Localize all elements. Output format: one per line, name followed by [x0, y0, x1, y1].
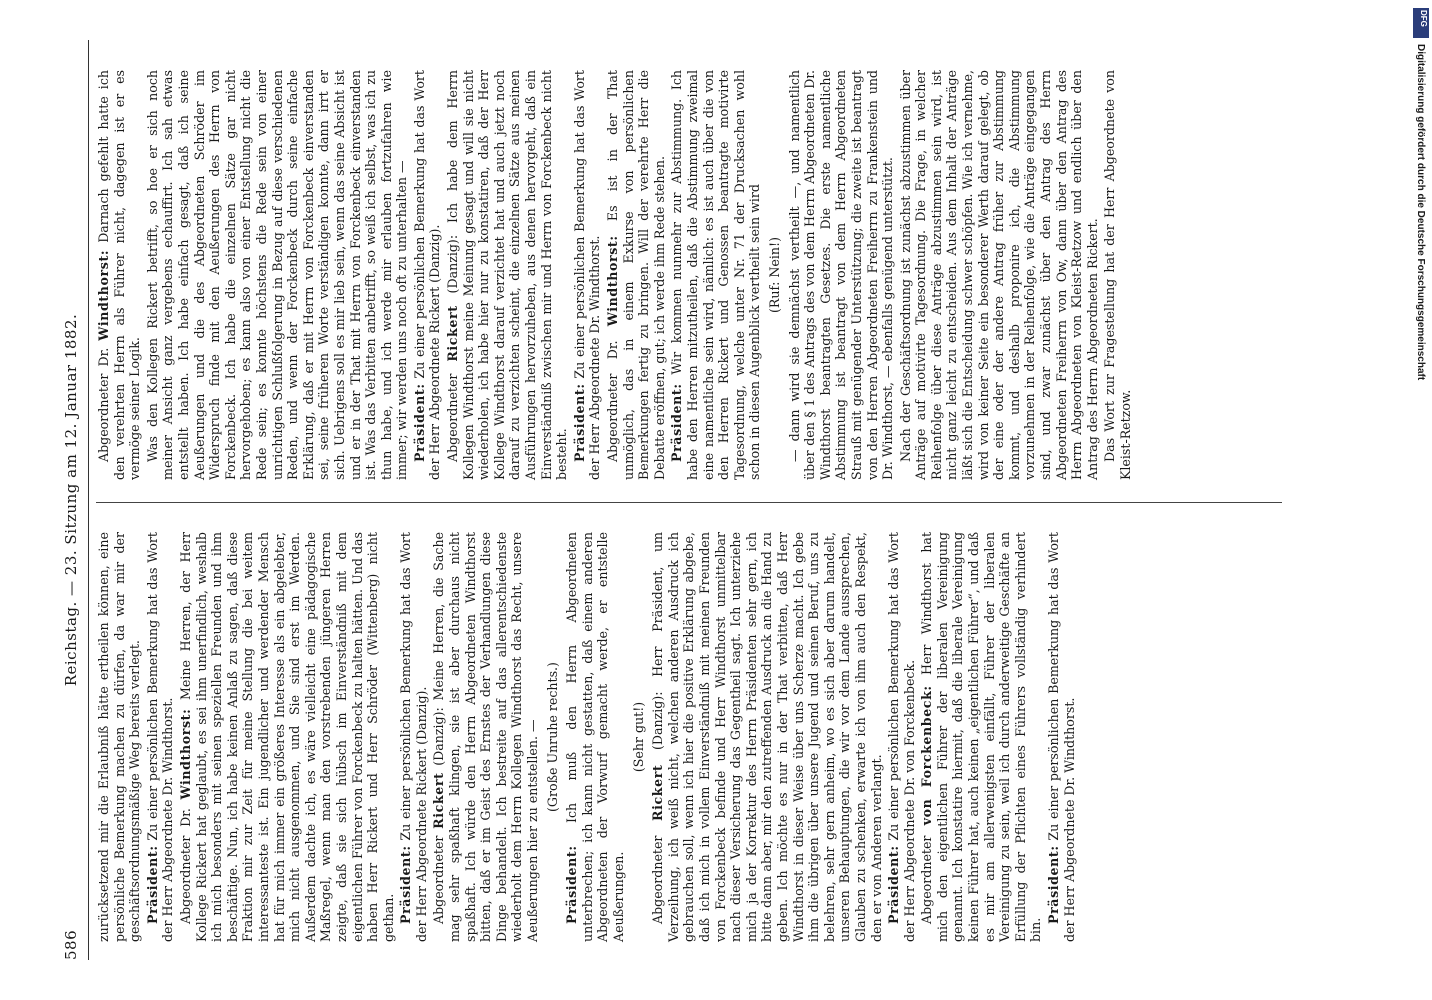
paragraph-text: Zu einer persönlichen Bemerkung hat das Wort der Herr Abgeordnete Rickert (Danzig).: [411, 70, 443, 480]
paragraph-text: Darnach gefehlt hatte ich den verehrten Herrn als Führer nicht, dagegen ist er es vermöge seiner Logik.: [96, 70, 143, 480]
paragraph: [767, 70, 783, 480]
paragraph-text: Ich muß den Herrn Abgeordneten unterbrechen; ich kann nicht gestatten, daß einem anderen Abgeordneten der Vorwurf gemacht werde, er entstelle Aeußerungen.: [564, 532, 626, 942]
paragraph: [605, 70, 667, 480]
paragraph-text: (Danzig): Meine Herren, die Sache mag sehr spaßhaft klingen, sie ist aber durchaus nicht spaßhaft. Ich würde den Herrn Abgeordneten Windthorst bitten, daß er im Geist des Ernstes der Verhandlungen diese Dinge behandelt. Ich bestreite auf das allerentschiedenste wiederholt dem Herrn Kollegen Windthorst das Recht, unsere Aeußerungen hier zu entstellen. —: [431, 531, 541, 942]
speaker-name: Rickert: [650, 764, 666, 821]
paragraph: [545, 532, 561, 942]
paragraph-text: Zu einer persönlichen Bemerkung hat das Wort der Herr Abgeordnete Rickert (Danzig).: [398, 532, 429, 942]
paragraph: [787, 70, 896, 480]
dfg-logo-text: DFG: [1419, 10, 1428, 27]
paragraph: [445, 70, 570, 480]
page-header: [62, 40, 82, 960]
speaker-label: Präsident:: [144, 845, 160, 924]
column-divider: [96, 502, 1282, 503]
paragraph: [1102, 70, 1133, 480]
paragraph-text: — dann wird sie demnächst vertheilt —, und namentlich über den § 1 des Antrags des von dem Herrn Abgeordneten Dr. Windthorst beantragten Gesetzes. Die erste namentliche Abstimmung ist beantragt von dem Herrn Abgeordneten Strauß mit genügender Unterstützung; die zweite ist beantragt von den Herren Abgeordneten Freiherrn zu Frankenstein und Dr. Windthorst, — ebenfalls genügend unterstützt.: [786, 70, 896, 480]
paragraph-text: Das Wort zur Fragestellung hat der Herr Abgeordnete von Kleist-Retzow.: [1102, 70, 1133, 480]
paragraph-text: Abgeordneter: [445, 361, 461, 462]
speaker-name: Windthorst:: [605, 235, 620, 327]
paragraph-text: Zu einer persönlichen Bemerkung hat das Wort der Herr Abgeordnete Dr. Windthorst.: [1046, 532, 1077, 942]
paragraph: [919, 532, 1044, 942]
text-column-left: [96, 532, 1079, 942]
paragraph: [650, 532, 884, 942]
paragraph-text: Abgeordneter Dr.: [177, 799, 193, 924]
paragraph-text: (Danzig): Herr Präsident, um Verzeihung, ich weiß nicht, welchen anderen Ausdruck ich gebrauchen soll, wenn ich hier die positive Erklärung abgebe, daß ich mich in vollem Einverständniß mit meinen Freunden von Forckenbeck befinde und Herr Windthorst unmittelbar nach dieser Versicherung das Gegentheil sagt. Ich unterziehe mich ja der Korrektur des Herrn Präsidenten sehr gern, ich bitte dann aber, mir den zutreffenden Ausdruck an die Hand zu geben. Ich möchte es nur in der That verbitten, daß Herr Windthorst in dieser Weise über uns Scherze macht. Ich gebe ihm die übrigen über unsere Jugend und seinen Beruf, uns zu belehren, sehr gern anheim, wo es sich aber darum handelt, unseren Behauptungen, die wir vor dem Lande aussprechen, Glauben zu schenken, erwarte ich von ihm auch den Respekt, den er von Anderen verlangt.: [650, 532, 884, 942]
credit-text: Digitalisierung gefördert durch die Deutsche Forschungsgemeinschaft: [1415, 44, 1426, 381]
running-title: Reichstag. — 23. Sitzung am 12. Januar 1882.: [62, 313, 80, 687]
paragraph: [898, 70, 1101, 480]
paragraph: [1046, 532, 1077, 942]
paragraph: [886, 532, 917, 942]
speaker-label: Präsident:: [886, 845, 902, 924]
speaker-name: Rickert: [445, 305, 461, 362]
speaker-name: Windthorst:: [177, 708, 193, 800]
paragraph-text: Abgeordneter: [650, 820, 666, 924]
text-column-right: [96, 70, 1136, 480]
interjection: (Große Unruhe rechts.): [544, 662, 560, 812]
paragraph: [564, 532, 626, 942]
paragraph-text: Abgeordneter: [919, 825, 935, 924]
paragraph-text: Abgeordneter Dr.: [96, 340, 111, 462]
speaker-label: Präsident:: [564, 845, 580, 924]
paragraph: [96, 70, 143, 480]
paragraph-text: Nach der Geschäftsordnung ist zunächst abzustimmen über Anträge auf motivirte Tagesordnung. Die Frage, in welcher Reihenfolge über diese Anträge abzustimmen sein wird, ist nicht ganz leicht zu entscheiden. Aus dem Inhalt der Anträge läßt sich die Entscheidung schwer schöpfen. Wie ich vernehme, wird von keiner Seite ein besonderer Werth darauf gelegt, ob der eine oder der andere Antrag früher zur Abstimmung kommt, und deshalb proponire ich, die Abstimmung vorzunehmen in der Reihenfolge, wie die Anträge eingegangen sind, und zwar zunächst über den Antrag des Herrn Abgeordneten Freiherrn von Ow, dann über den Antrag des Herrn Abgeordneten von Kleist-Retzow und endlich über den Antrag des Herrn Abgeordneten Rickert.: [897, 70, 1100, 480]
paragraph: [631, 532, 647, 942]
speaker-label: Präsident:: [669, 383, 685, 462]
paragraph: [412, 70, 443, 480]
paragraph-text: (Danzig): Ich habe dem Herrn Kollegen Windthorst meine Meinung gesagt und will sie nicht wiederholen, ich habe hier nur zu konstatiren, daß der Herr Kollege Windthorst darauf verzichtet hat und auch jetzt noch darauf zu verzichten scheint, die einzelnen Sätze aus meinen Ausführungen hervorzuheben, aus denen hervorgeht, daß ein Einverständniß zwischen mir und Herrn von Forckenbeck nicht besteht.: [445, 69, 570, 480]
dfg-credit: [1412, 8, 1430, 588]
paragraph: [178, 532, 396, 942]
speaker-name: Windthorst:: [96, 249, 111, 341]
paragraph-text: Abgeordneter: [431, 828, 447, 924]
paragraph: [669, 70, 763, 480]
speaker-name: von Forckenbeck:: [919, 685, 935, 826]
speaker-label: Präsident:: [398, 845, 414, 924]
page-number: 586: [62, 929, 80, 960]
speaker-label: Präsident:: [1046, 845, 1062, 924]
paragraph-text: Zu einer persönlichen Bemerkung hat das Wort der Herr Abgeordnete Dr. von Forckenbeck.: [886, 532, 917, 942]
paragraph: [572, 70, 603, 480]
interjection: (Ruf: Nein!): [766, 237, 782, 313]
paragraph-text: Meine Herren, der Herr Kollege Rickert hat geglaubt, es sei ihm unerfindlich, weshalb ich mich besonders mit seinen speziellen Freunden und ihm beschäftige. Nun, ich habe keinen Anlaß zu sagen, daß diese Fraktion mir zur Zeit für meine Stellung die bei weitem interessanteste ist. Ein jugendlicher und werdender Mensch hat für mich immer ein größeres Interesse als ein abgelebter, mich nicht ausgenommen, und Sie sind erst im Werden. Außerdem dachte ich, es wäre vielleicht eine pädagogische Maßregel, wenn man den vorstrebenden jüngeren Herren zeigte, daß sie sich hübsch im Einverständniß mit dem eigentlichen Führer von Forckenbeck zu halten hätten. Und das haben Herr Rickert und Herr Schröder (Wittenberg) nicht gethan.: [177, 532, 396, 942]
paragraph: [398, 532, 429, 942]
paragraph: [145, 70, 410, 480]
paragraph-text: Was den Kollegen Rickert betrifft, so hoe er sich noch meiner Ansicht ganz vergebens echauffirt. Ich sah etwas entstellt haben. Ich habe einfach gesagt, daß ich seine Aeußerungen und die des Abgeordneten Schröder im Widerspruch finde mit den Aeußerungen des Herrn von Forckenbeck. Ich habe die einzelnen Sätze gar nicht hervorgehoben; es kann also von einer Entstellung nicht die Rede sein; es konnte höchstens die Rede sein von einer unrichtigen Schlußfolgerung in Bezug auf diese verschiedenen Reden, und wenn der Forckenbeck durch seine einfache Erklärung, daß er mit Herrn von Forckenbeck einverstanden sei, seine früheren Worte verständigen konnte, dann irrt er sich. Uebrigens soll es mir lieb sein, wenn das seine Absicht ist und er in der That mit Herrn von Forckenbeck einverstanden ist. Was das Verbitten anbetrifft, so weiß ich selbst, was ich zu thun habe, und ich werde mir erlauben fortzufahren wie immer; wir werden uns noch oft zu unterhalten —: [144, 70, 410, 480]
speaker-label: Präsident:: [571, 383, 587, 462]
paragraph-text: Zu einer persönlichen Bemerkung hat das Wort der Herr Abgeordnete Dr. Windthorst.: [144, 532, 176, 942]
paragraph-text: Herr Windthorst hat mich den eigentlichen Führer der liberalen Vereinigung genannt. Ich konstatire hiermit, daß die liberale Vereinigung keinen Führer hat, auch keinen „eigentlichen Führer“, und daß es mir am allerwenigsten einfällt, Führer der liberalen Vereinigung zu sein, weil ich durch anderweitige Geschäfte an Erfüllung der Pflichten eines Führers vollständig verhindert bin.: [919, 532, 1044, 942]
paragraph-text: Wir kommen nunmehr zur Abstimmung. Ich habe den Herren mitzutheilen, daß die Abstimmung zweimal eine namentliche sein wird, nämlich: es ist auch über die von den Herren Rickert und Genossen beantragte motivirte Tagesordnung, welche unter Nr. 71 der Drucksachen wohl schon in diesen Augenblick vertheilt sein wird: [669, 70, 763, 480]
speaker-name: Rickert: [431, 772, 447, 829]
paragraph: [145, 532, 176, 942]
interjection: (Sehr gut!): [630, 701, 646, 773]
dfg-logo-icon: [1413, 8, 1429, 38]
speaker-label: Präsident:: [411, 383, 427, 462]
header-rule: [88, 40, 89, 960]
paragraph: [431, 532, 540, 942]
paragraph: [96, 532, 143, 942]
paragraph-text: Es ist in der That unmöglich, das in einem Exkurse von persönlichen Bemerkungen fertig zu bringen. Will der verehrte Herr die Debatte eröffnen, gut; ich werde ihm Rede stehen.: [605, 70, 667, 480]
paragraph-text: zurücksetzend mir die Erlaubniß hätte ertheilen können, eine persönliche Bemerkung machen zu dürfen, da war mir der geschäftsordnungsmäßige Weg bereits verlegt.: [96, 532, 143, 942]
paragraph-text: Zu einer persönlichen Bemerkung hat das Wort der Herr Abgeordnete Dr. Windthorst.: [571, 70, 603, 480]
paragraph-text: Abgeordneter Dr.: [605, 326, 620, 462]
